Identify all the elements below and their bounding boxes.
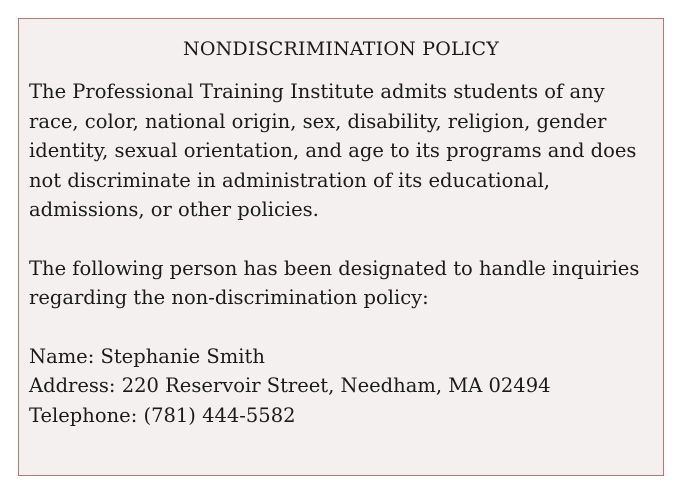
paragraph-spacer [29, 225, 653, 254]
designated-contact-paragraph: The following person has been designated to handle inquiries regarding the non-discrimination policy: [29, 256, 640, 309]
contact-block [29, 342, 653, 431]
policy-title: NONDISCRIMINATION POLICY [183, 38, 499, 60]
contact-name: Name: Stephanie Smith [29, 344, 265, 368]
paragraph-spacer [29, 313, 653, 342]
policy-notice-box [18, 18, 664, 476]
contact-telephone: Telephone: (781) 444-5582 [29, 403, 296, 427]
contact-address: Address: 220 Reservoir Street, Needham, MA 02494 [29, 374, 551, 397]
admission-policy-paragraph: The Professional Training Institute admits students of any race, color, national origin, sex, disability, religion, gender identity, sexual orientation, and age to its programs and does not discriminate in administration of its educational, admissions, or other policies. [29, 80, 637, 221]
